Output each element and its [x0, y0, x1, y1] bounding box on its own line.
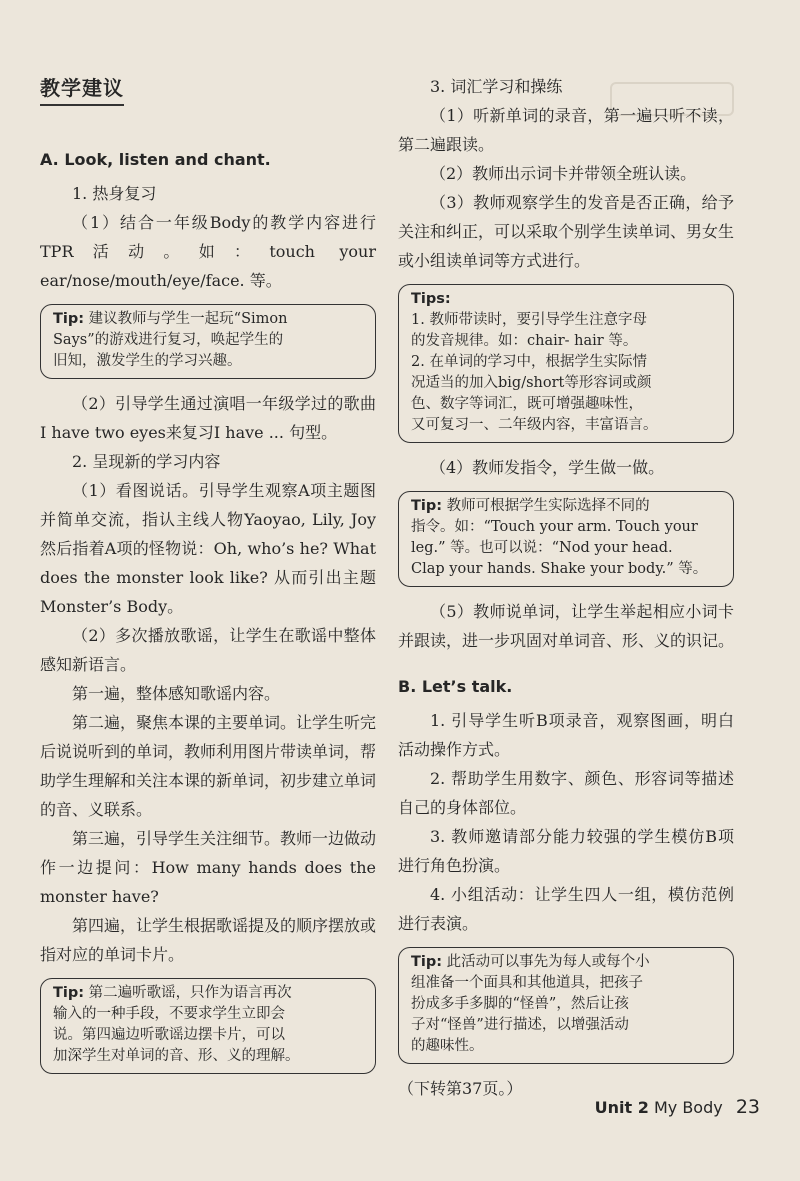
tip-line: 旧知，激发学生的学习兴趣。: [53, 353, 242, 369]
tip-line: 2. 在单词的学习中，根据学生实际情: [411, 354, 647, 370]
tip-text: 第二遍听歌谣，只作为语言再次: [84, 985, 292, 1001]
tip-line: 色、数字等词汇，既可增强趣味性，: [411, 396, 643, 412]
tip-line: 的趣味性。: [411, 1038, 484, 1054]
b-paragraph-1: 1. 引导学生听B项录音，观察图画，明白活动操作方式。: [398, 711, 734, 759]
section-title: 教学建议: [40, 72, 124, 106]
a2-paragraph-3: 第一遍，整体感知歌谣内容。: [72, 684, 281, 703]
tip-label: Tip:: [411, 498, 443, 514]
a2-paragraph-1: （1）看图说话。引导学生观察A项主题图并简单交流，指认主线人物Yaoyao, Lily, Joy然后指着A项的怪物说：Oh, who’s he? What does the monster look like? 从而引出主题Monster’s Body。: [40, 481, 376, 616]
tip-label: Tips:: [411, 291, 451, 307]
tip-line: 输入的一种手段，不要求学生立即会: [53, 1006, 285, 1022]
tip-box-4: [398, 491, 734, 587]
left-column: [40, 72, 376, 1084]
continue-note: （下转第37页。）: [398, 1079, 523, 1098]
tip-line: leg.” 等。也可以说：“Nod your head.: [411, 540, 673, 556]
tip-line: 子对“怪兽”进行描述，以增强活动: [411, 1017, 629, 1033]
a3-paragraph-1: （1）听新单词的录音，第一遍只听不读，第二遍跟读。: [398, 106, 734, 154]
a1-paragraph-1: （1）结合一年级Body的教学内容进行TPR活动。如：touch your ear/nose/mouth/eye/face. 等。: [40, 213, 376, 290]
tip-line: 组准备一个面具和其他道具，把孩子: [411, 975, 643, 991]
tip-line: Clap your hands. Shake your body.” 等。: [411, 561, 708, 577]
a1-paragraph-2: （2）引导学生通过演唱一年级学过的歌曲I have two eyes来复习I have ... 句型。: [40, 394, 376, 442]
section-b-heading: B. Let’s talk.: [398, 677, 513, 696]
right-column: [398, 72, 734, 1103]
page-footer: [595, 1096, 760, 1118]
a3-paragraph-3: （3）教师观察学生的发音是否正确，给予关注和纠正，可以采取个别学生读单词、男女生或小组读单词等方式进行。: [398, 193, 735, 270]
tip-line: 说。第四遍边听歌谣边摆卡片，可以: [53, 1027, 285, 1043]
a1-title: 1. 热身复习: [72, 184, 157, 203]
page-number: 23: [735, 1096, 760, 1118]
a2-paragraph-5: 第三遍，引导学生关注细节。教师一边做动作一边提问：How many hands does the monster have?: [40, 829, 377, 906]
tip-line: 指令。如：“Touch your arm. Touch your: [411, 519, 698, 535]
a3-paragraph-5: （5）教师说单词，让学生举起相应小词卡并跟读，进一步巩固对单词音、形、义的识记。: [398, 602, 735, 650]
tip-label: Tip:: [53, 311, 85, 327]
footer-title: My Body: [653, 1098, 723, 1117]
tip-line: 况适当的加入big/short等形容词或颜: [411, 375, 652, 391]
a2-paragraph-2: （2）多次播放歌谣，让学生在歌谣中整体感知新语言。: [40, 626, 376, 674]
tip-label: Tip:: [53, 985, 85, 1001]
tip-line: 扮成多手多脚的“怪兽”，然后让孩: [411, 996, 629, 1012]
tip-line: 加深学生对单词的音、形、义的理解。: [53, 1048, 300, 1064]
tip-box-2: [40, 978, 376, 1074]
tip-text: 教师可根据学生实际选择不同的: [442, 498, 650, 514]
a3-title: 3. 词汇学习和操练: [430, 77, 563, 96]
b-paragraph-4: 4. 小组活动：让学生四人一组，模仿范例进行表演。: [398, 885, 734, 933]
a3-paragraph-2: （2）教师出示词卡并带领全班认读。: [430, 164, 697, 183]
b-paragraph-3: 3. 教师邀请部分能力较强的学生模仿B项进行角色扮演。: [398, 827, 734, 875]
tip-line: 又可复习一、二年级内容，丰富语言。: [411, 417, 658, 433]
a2-title: 2. 呈现新的学习内容: [72, 452, 221, 471]
tip-text: 此活动可以事先为每人或每个小: [442, 954, 650, 970]
tip-box-1: [40, 304, 376, 379]
section-a-heading: A. Look, listen and chant.: [40, 150, 271, 169]
footer-unit: Unit 2: [594, 1098, 649, 1117]
b-paragraph-2: 2. 帮助学生用数字、颜色、形容词等描述自己的身体部位。: [398, 769, 734, 817]
tips-box-3: [398, 284, 734, 443]
tip-line: Says”的游戏进行复习，唤起学生的: [53, 332, 284, 348]
tip-text: 建议教师与学生一起玩“Simon: [84, 311, 288, 327]
a2-paragraph-4: 第二遍，聚焦本课的主要单词。让学生听完后说说听到的单词，教师利用图片带读单词，帮助学生理解和关注本课的新单词，初步建立单词的音、义联系。: [40, 713, 377, 819]
tip-box-5: [398, 947, 734, 1064]
a2-paragraph-6: 第四遍，让学生根据歌谣提及的顺序摆放或指对应的单词卡片。: [40, 916, 377, 964]
tip-line: 的发音规律。如：chair- hair 等。: [411, 333, 638, 349]
a3-paragraph-4: （4）教师发指令，学生做一做。: [430, 458, 665, 477]
tip-line: 1. 教师带读时，要引导学生注意字母: [411, 312, 647, 328]
tip-label: Tip:: [411, 954, 443, 970]
